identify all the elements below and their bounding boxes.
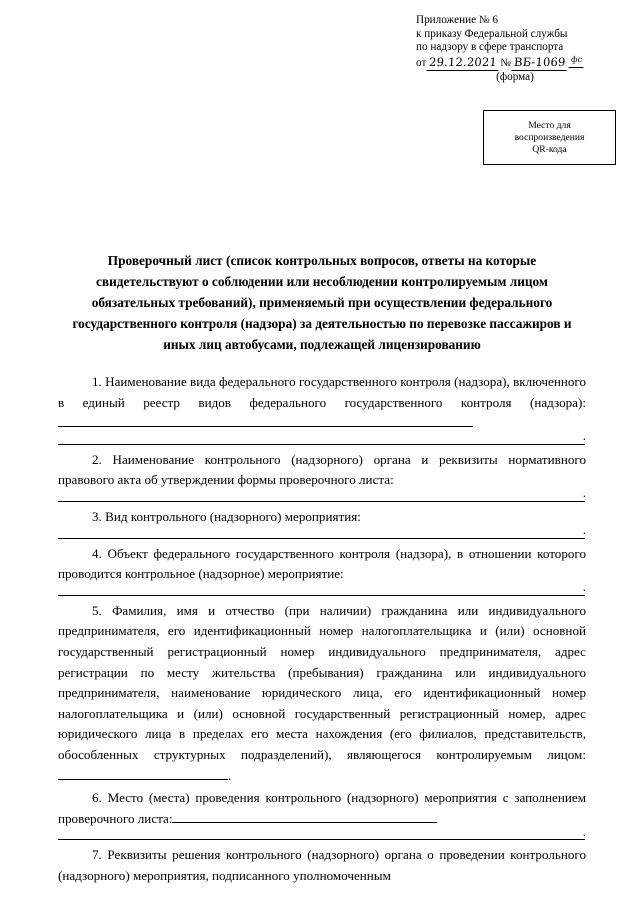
- item-5-text: Фамилия, имя и отчество (при наличии) гражданина или индивидуального предпринимателя, его идентификационный номер налогоплательщика и (или) основной государственный регистрационный номер индивидуального предпринимателя, адрес регистрации по месту жительства (пребывания) гражданина или индивидуального предпринимателя, наименование юридического лица, его идентификационный номер налогоплательщика и (или) основной государственный регистрационный номер, адрес юридического лица в пределах его места нахождения (его филиалов, представительств, обособленных структурных подразделений), являющегося контролируемым лицом:: [58, 602, 586, 762]
- number-value: ВБ-1069: [511, 56, 567, 71]
- list-item: [58, 372, 586, 448]
- item-5-number: 5.: [92, 602, 102, 618]
- item-3-text: Вид контрольного (надзорного) мероприятия:: [105, 508, 361, 524]
- header-line-3: по надзору в сфере транспорта: [416, 41, 564, 54]
- item-6-fill-line[interactable]: [172, 810, 437, 823]
- item-3-rule[interactable]: .: [58, 528, 586, 542]
- item-1-number: 1.: [92, 374, 102, 389]
- qr-box-line-1: Место для: [528, 119, 571, 131]
- item-2-number: 2.: [92, 451, 102, 467]
- qr-box-line-3: QR-кода: [532, 143, 567, 155]
- item-7-number: 7.: [92, 847, 102, 863]
- list-item: 5. Фамилия, имя и отчество (при наличии) гражданина или индивидуального предпринимателя, его идентификационный номер налогоплательщика и (или) основной государственный регистрационный номер индивидуального предпринимателя, адрес регистрации по месту жительства (пребывания) гражданина или индивидуального предпринимателя, наименование юридического лица, его идентификационный номер налогоплательщика и (или) основной государственный регистрационный номер, адрес юридического лица в пределах его места нахождения (его филиалов, представительств, обособленных структурных подразделений), являющегося контролируемым лицом:.: [58, 602, 586, 783]
- item-1-fill-line[interactable]: [58, 414, 473, 427]
- item-1-text: Наименование вида федерального государственного контроля (надзора), включенного в единый реестр видов федерального государственного контроля (надзора):: [58, 374, 586, 410]
- item-3-number: 3.: [92, 508, 102, 524]
- item-6-number: 6.: [92, 790, 102, 806]
- page-title: Проверочный лист (список контрольных вопросов, ответы на которые свидетельствуют о соблюдении или несоблюдении контролируемым лицом обязательных требований), применяемый при осуществлении федерального государственного контроля (надзора) за деятельностью по перевозке пассажиров и иных лиц автобусами, подлежащей лицензированию: [72, 253, 572, 352]
- number-suffix: фс: [569, 53, 585, 68]
- form-word: (форма): [496, 71, 534, 84]
- header-reference-block: [416, 14, 626, 85]
- date-prefix: от: [416, 56, 427, 69]
- document-body: [58, 372, 586, 888]
- header-line-1: Приложение № 6: [416, 14, 498, 26]
- list-item: [58, 845, 586, 886]
- item-4-rule[interactable]: .: [58, 585, 586, 599]
- list-item: [58, 788, 586, 843]
- qr-box-line-2: воспроизведения: [514, 131, 585, 143]
- number-prefix: №: [500, 56, 511, 69]
- qr-code-placeholder-box: [483, 110, 616, 165]
- item-6-text: Место (места) проведения контрольного (надзорного) мероприятия с заполнением проверочного листа:: [58, 790, 586, 826]
- list-item: [58, 544, 586, 599]
- item-4-text: Объект федерального государственного контроля (надзора), в отношении которого проводится контрольное (надзорное) мероприятие:: [58, 545, 586, 582]
- item-2-rule[interactable]: .: [58, 491, 586, 505]
- list-item: [58, 507, 586, 542]
- date-value: 29.12.2021: [427, 56, 500, 71]
- item-2-text: Наименование контрольного (надзорного) органа и реквизиты нормативного правового акта об утверждении формы проверочного листа:: [58, 451, 586, 488]
- item-6-rule[interactable]: .: [58, 829, 586, 843]
- item-5-fill-line[interactable]: [58, 766, 228, 779]
- item-4-number: 4.: [92, 545, 102, 561]
- header-date-number-line: [416, 56, 626, 71]
- item-7-text: Реквизиты решения контрольного (надзорного) органа о проведении контрольного (надзорного) мероприятия, подписанного уполномоченным: [58, 847, 586, 883]
- item-1-rule[interactable]: .: [58, 434, 586, 448]
- header-line-2: к приказу Федеральной службы: [416, 27, 568, 40]
- list-item: [58, 450, 586, 505]
